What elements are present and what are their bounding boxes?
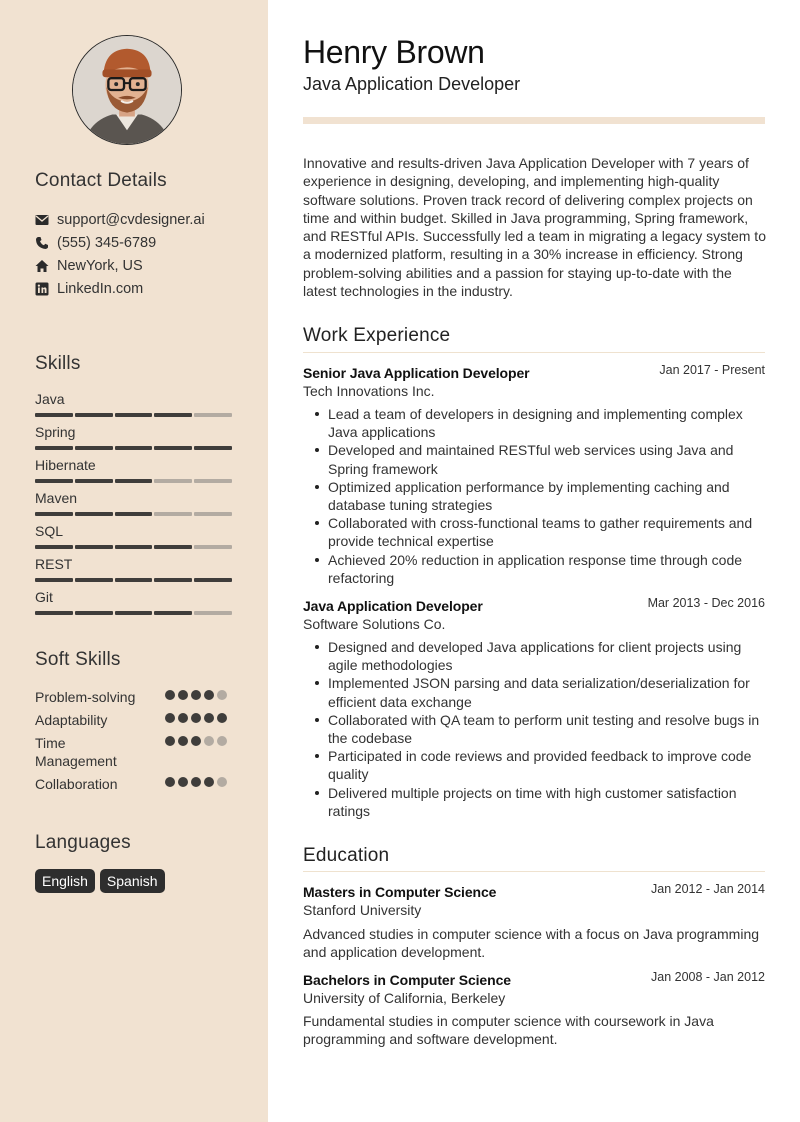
skill-level-segment <box>115 611 153 615</box>
skill-label: Maven <box>35 490 78 506</box>
job-dates: Jan 2017 - Present <box>659 363 765 377</box>
soft-skill-item <box>35 688 232 706</box>
skill-level-segment <box>194 578 232 582</box>
soft-skill-label: Time Management <box>35 735 117 769</box>
skill-level-segment <box>75 413 113 417</box>
skill-item <box>35 589 232 615</box>
soft-skill-rating <box>165 777 227 787</box>
skill-level-bar <box>35 446 232 450</box>
job-dates: Mar 2013 - Dec 2016 <box>647 596 765 610</box>
rating-dot <box>217 713 227 723</box>
skill-level-segment <box>115 413 153 417</box>
rating-dot <box>178 736 188 746</box>
degree-dates: Jan 2008 - Jan 2012 <box>651 970 765 984</box>
skill-level-segment <box>154 611 192 615</box>
skill-level-segment <box>154 413 192 417</box>
languages-heading: Languages <box>35 832 131 853</box>
rating-dot <box>191 777 201 787</box>
degree-description: Fundamental studies in computer science with coursework in Java programming and software development. <box>303 1013 714 1048</box>
skill-item <box>35 523 232 549</box>
skill-level-segment <box>115 578 153 582</box>
soft-skill-item <box>35 775 232 793</box>
skill-label: SQL <box>35 523 64 539</box>
soft-skill-item <box>35 711 232 729</box>
skill-level-segment <box>194 479 232 483</box>
skill-label: Git <box>35 589 53 605</box>
skill-level-segment <box>115 545 153 549</box>
section-divider <box>303 352 765 353</box>
skill-level-bar <box>35 413 232 417</box>
skill-level-segment <box>194 512 232 516</box>
list-item: Collaborated with cross-functional teams to gather requirements and provide technical expertise <box>303 514 765 550</box>
skill-level-segment <box>194 413 232 417</box>
rating-dot <box>165 713 175 723</box>
skill-level-segment <box>115 446 153 450</box>
contact-linkedin-text: LinkedIn.com <box>57 281 144 297</box>
rating-dot <box>191 736 201 746</box>
candidate-role: Java Application Developer <box>303 74 521 94</box>
contact-email-text: support@cvdesigner.ai <box>57 212 205 228</box>
skill-level-segment <box>194 545 232 549</box>
skill-level-segment <box>115 479 153 483</box>
work-experience-heading: Work Experience <box>303 325 451 346</box>
job-company: Software Solutions Co. <box>303 616 446 632</box>
school-name: Stanford University <box>303 902 422 918</box>
skill-label: Spring <box>35 424 76 440</box>
avatar <box>72 35 182 145</box>
skill-level-segment <box>154 446 192 450</box>
education-heading: Education <box>303 845 390 866</box>
skill-level-segment <box>75 512 113 516</box>
list-item: Designed and developed Java applications for client projects using agile methodologies <box>303 638 765 674</box>
rating-dot <box>191 690 201 700</box>
soft-skill-rating <box>165 736 227 746</box>
skill-item <box>35 490 232 516</box>
skill-item <box>35 556 232 582</box>
linkedin-icon <box>35 282 49 296</box>
candidate-name: Henry Brown <box>303 34 485 70</box>
job-title: Senior Java Application Developer <box>303 365 530 381</box>
list-item: Participated in code reviews and provided feedback to improve code quality <box>303 747 765 783</box>
avatar-photo <box>73 36 181 144</box>
skill-item <box>35 424 232 450</box>
list-item: Optimized application performance by implementing caching and database tuning strategies <box>303 478 765 514</box>
skill-level-bar <box>35 578 232 582</box>
rating-dot <box>204 713 214 723</box>
skill-item <box>35 457 232 483</box>
job-company: Tech Innovations Inc. <box>303 383 435 399</box>
contact-phone-text: (555) 345-6789 <box>57 235 157 251</box>
skill-level-segment <box>194 611 232 615</box>
list-item: Delivered multiple projects on time with high customer satisfaction ratings <box>303 784 765 820</box>
contact-phone[interactable] <box>35 235 156 251</box>
skill-item <box>35 391 232 417</box>
list-item: Developed and maintained RESTful web services using Java and Spring framework <box>303 441 765 477</box>
envelope-icon <box>35 213 49 227</box>
rating-dot <box>178 713 188 723</box>
degree-title: Masters in Computer Science <box>303 884 497 900</box>
skill-level-segment <box>154 479 192 483</box>
skills-heading: Skills <box>35 353 81 374</box>
rating-dot <box>191 713 201 723</box>
job-title: Java Application Developer <box>303 598 483 614</box>
phone-icon <box>35 236 49 250</box>
skill-level-segment <box>35 512 73 516</box>
list-item: Achieved 20% reduction in application response time through code refactoring <box>303 551 765 587</box>
section-divider <box>303 871 765 872</box>
skill-level-segment <box>35 578 73 582</box>
skill-level-segment <box>35 413 73 417</box>
skill-label: Hibernate <box>35 457 96 473</box>
soft-skill-item <box>35 734 232 770</box>
contact-heading: Contact Details <box>35 170 167 191</box>
list-item: Implemented JSON parsing and data serialization/deserialization for efficient data exchange <box>303 674 765 710</box>
soft-skills-heading: Soft Skills <box>35 649 121 670</box>
skill-level-segment <box>75 611 113 615</box>
degree-title: Bachelors in Computer Science <box>303 972 511 988</box>
contact-linkedin[interactable] <box>35 281 143 297</box>
skill-level-segment <box>154 545 192 549</box>
rating-dot <box>178 690 188 700</box>
list-item: Collaborated with QA team to perform unit testing and resolve bugs in the codebase <box>303 711 765 747</box>
language-pill: Spanish <box>100 869 165 893</box>
profile-summary: Innovative and results-driven Java Application Developer with 7 years of experience in designing, developing, and implementing high-quality software solutions. Proven track record of delivering complex projects on time and within budget. Skilled in Java programming, Spring framework, and RESTful APIs. Successfully led a team in migrating a legacy system to a modernized platform, resulting in a 30% increase in efficiency. Strong problem-solving abilities and a passion for staying up-to-date with the latest technologies in the industry. <box>303 155 766 300</box>
list-item: Lead a team of developers in designing and implementing complex Java applications <box>303 405 765 441</box>
degree-dates: Jan 2012 - Jan 2014 <box>651 882 765 896</box>
soft-skill-label: Problem-solving <box>35 689 136 705</box>
skill-level-segment <box>35 446 73 450</box>
main-content <box>268 0 800 1122</box>
skill-level-bar <box>35 479 232 483</box>
skill-label: REST <box>35 556 73 572</box>
rating-dot <box>217 690 227 700</box>
job-bullets <box>303 638 765 820</box>
skill-level-segment <box>115 512 153 516</box>
contact-location-text: NewYork, US <box>57 258 143 274</box>
sidebar <box>0 0 268 1122</box>
skill-level-segment <box>75 446 113 450</box>
header-divider <box>303 117 765 124</box>
skill-level-bar <box>35 545 232 549</box>
skill-level-bar <box>35 611 232 615</box>
skill-level-segment <box>75 479 113 483</box>
degree-description: Advanced studies in computer science with a focus on Java programming and application development. <box>303 926 760 961</box>
skill-level-segment <box>35 545 73 549</box>
soft-skill-label: Adaptability <box>35 712 108 728</box>
home-icon <box>35 259 49 273</box>
job-bullets <box>303 405 765 587</box>
rating-dot <box>217 736 227 746</box>
skill-level-segment <box>35 611 73 615</box>
soft-skill-rating <box>165 690 227 700</box>
skill-level-segment <box>35 479 73 483</box>
rating-dot <box>165 690 175 700</box>
contact-location <box>35 258 143 274</box>
rating-dot <box>165 736 175 746</box>
rating-dot <box>217 777 227 787</box>
soft-skill-rating <box>165 713 227 723</box>
rating-dot <box>204 736 214 746</box>
skill-level-segment <box>154 578 192 582</box>
skill-level-segment <box>194 446 232 450</box>
skill-level-segment <box>75 578 113 582</box>
rating-dot <box>165 777 175 787</box>
rating-dot <box>204 690 214 700</box>
language-pill: English <box>35 869 95 893</box>
soft-skill-label: Collaboration <box>35 776 118 792</box>
rating-dot <box>178 777 188 787</box>
languages-list <box>35 869 165 893</box>
contact-email[interactable] <box>35 212 205 228</box>
skill-level-bar <box>35 512 232 516</box>
rating-dot <box>204 777 214 787</box>
school-name: University of California, Berkeley <box>303 990 506 1006</box>
skill-label: Java <box>35 391 65 407</box>
skill-level-segment <box>75 545 113 549</box>
skill-level-segment <box>154 512 192 516</box>
